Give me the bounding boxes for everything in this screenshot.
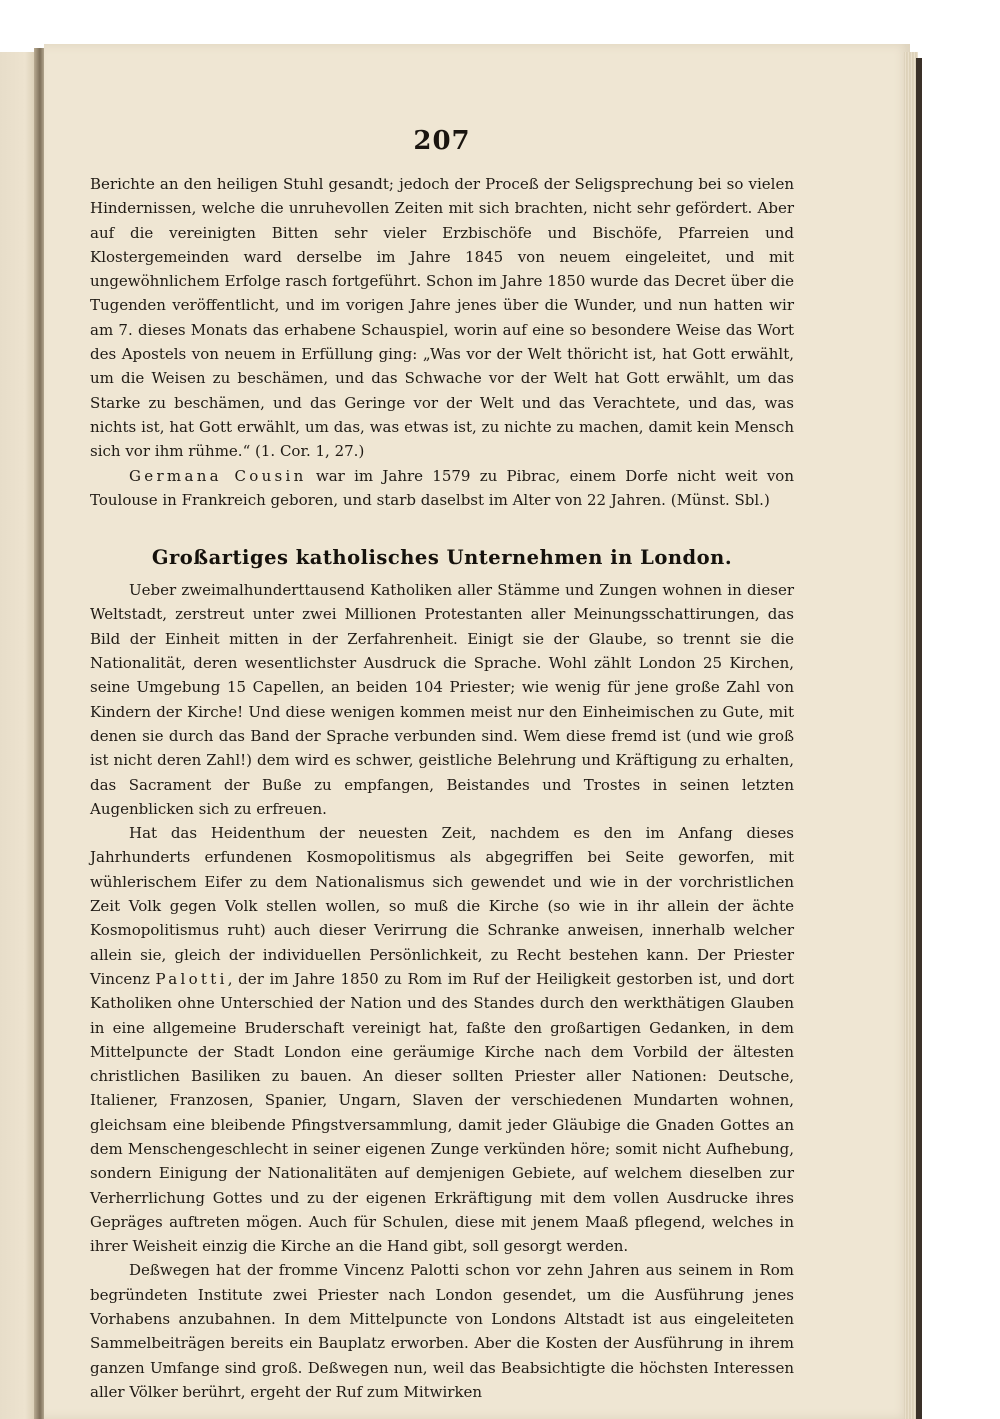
article-paragraph: Ueber zweimalhunderttausend Katholiken aller Stämme und Zungen wohnen in dieser Weltstadt, zerstreut unter zwei Millionen Protestanten aller Meinungsschattirungen, das Bild der Einheit mitten in der Zerfahrenheit. Einigt sie der Glaube, so trennt sie die Nationalität, deren wesentlichster Ausdruck die Sprache. Wohl zählt London 25 Kirchen, seine Umgebung 15 Capellen, an beiden 104 Priester; wie wenig für jene große Zahl von Kindern der Kirche! Und diese wenigen kommen meist nur den Einheimischen zu Gute, mit denen sie durch das Band der Sprache verbunden sind. Wem diese fremd ist (und wie groß ist nicht deren Zahl!) dem wird es schwer, geistliche Belehrung und Kräftigung zu erhalten, das Sacrament der Buße zu empfangen, Beistandes und Trostes in seinen letzten Augenblicken sich zu erfreuen. [90, 581, 794, 818]
paragraph-text: war im Jahre 1579 zu Pibrac, einem Dorfe nicht weit von Toulouse in Frankreich geboren, und starb daselbst im Alter von 22 Jahren. (Münst. Sbl.) [90, 466, 794, 509]
book-cover-edge [916, 58, 922, 1419]
page-number: 207 [413, 126, 471, 156]
previous-article-paragraph: Berichte an den heiligen Stuhl gesandt; jedoch der Proceß der Seligsprechung bei so vielen Hindernissen, welche die unruhevollen Zeiten mit sich brachten, nicht sehr gefördert. Aber auf die vereinigten Bitten sehr vieler Erzbischöfe und Bischöfe, Pfarreien und Klostergemeinden ward derselbe im Jahre 1845 von neuem eingeleitet, und mit ungewöhnlichem Erfolge rasch fortgeführt. Schon im Jahre 1850 wurde das Decret über die Tugenden veröffentlicht, und im vorigen Jahre jenes über die Wunder, und nun hatten wir am 7. dieses Monats das erhabene Schauspiel, worin auf eine so besondere Weise das Wort des Apostels von neuem in Erfüllung ging: „Was vor der Welt thöricht ist, hat Gott erwählt, um die Weisen zu beschämen, und das Schwache vor der Welt hat Gott erwählt, um das Starke zu beschämen, und das Geringe vor der Welt und das Verachtete, und das, was nichts ist, hat Gott erwählt, um das, was etwas ist, zu nichte zu machen, damit kein Mensch sich vor ihm rühme.“ (1. Cor. 1, 27.) [90, 175, 794, 461]
person-name: Palotti [155, 969, 228, 988]
paragraph-text: Hat das Heidenthum der neuesten Zeit, nachdem es den im Anfang dieses Jahrhunderts erfundenen Kosmopolitismus als abgegriffen bei Seite geworfen, mit wühlerischem Eifer zu dem Nationalismus sich gewendet und wie in der vorchristlichen Zeit Volk gegen Volk stellen wollen, so muß die Kirche (so wie in ihr allein der ächte Kosmopolitismus ruht) auch dieser Verirrung die Schranke anweisen, innerhalb welcher allein sie, gleich der individuellen Persönlichkeit, zu Recht bestehen kann. Der Priester Vincenz [90, 824, 794, 988]
previous-page-edge [0, 52, 36, 1419]
previous-article-closing-paragraph [90, 464, 794, 513]
article-heading: Großartiges katholisches Unternehmen in London. [151, 546, 733, 570]
page-text [90, 122, 794, 1404]
paragraph-text: , der im Jahre 1850 zu Rom im Ruf der Heiligkeit gestorben ist, und dort Katholiken ohne Unterschied der Nation und des Standes durch den werkthätigen Glauben in eine allgemeine Bruderschaft vereinigt hat, faßte den großartigen Gedanken, in dem Mittelpuncte der Stadt London eine geräumige Kirche nach dem Vorbild der ältesten christlichen Basiliken zu bauen. An dieser sollten Priester aller Nationen: Deutsche, Italiener, Franzosen, Spanier, Ungarn, Slaven der verschiedenen Mundarten wohnen, gleichsam eine bleibende Pfingstversammlung, damit jeder Gläubige die Gnaden Gottes an dem Menschengeschlecht in seiner eigenen Zunge verkünden höre; somit nicht Aufhebung, sondern Einigung der Nationalitäten auf demjenigen Gebiete, auf welchem dieselben zur Verherrlichung Gottes und zu der eigenen Erkräftigung mit dem vollen Ausdrucke ihres Gepräges auftreten mögen. Auch für Schulen, diese mit jenem Maaß pflegend, welches in ihrer Weisheit einzig die Kirche an die Hand gibt, soll gesorgt werden. [90, 969, 794, 1256]
article-paragraph: Deßwegen hat der fromme Vincenz Palotti schon vor zehn Jahren aus seinem in Rom begründeten Institute zwei Priester nach London gesendet, um die Ausführung jenes Vorhabens anzubahnen. In dem Mittelpuncte von Londons Altstadt ist aus eingeleiteten Sammelbeiträgen bereits ein Bauplatz erworben. Aber die Kosten der Ausführung in ihrem ganzen Umfange sind groß. Deßwegen nun, weil das Beabsichtigte die höchsten Interessen aller Völker berührt, ergeht der Ruf zum Mitwirken [90, 1261, 794, 1401]
article-paragraph [90, 821, 794, 1258]
person-name: Germana Cousin [129, 466, 307, 485]
